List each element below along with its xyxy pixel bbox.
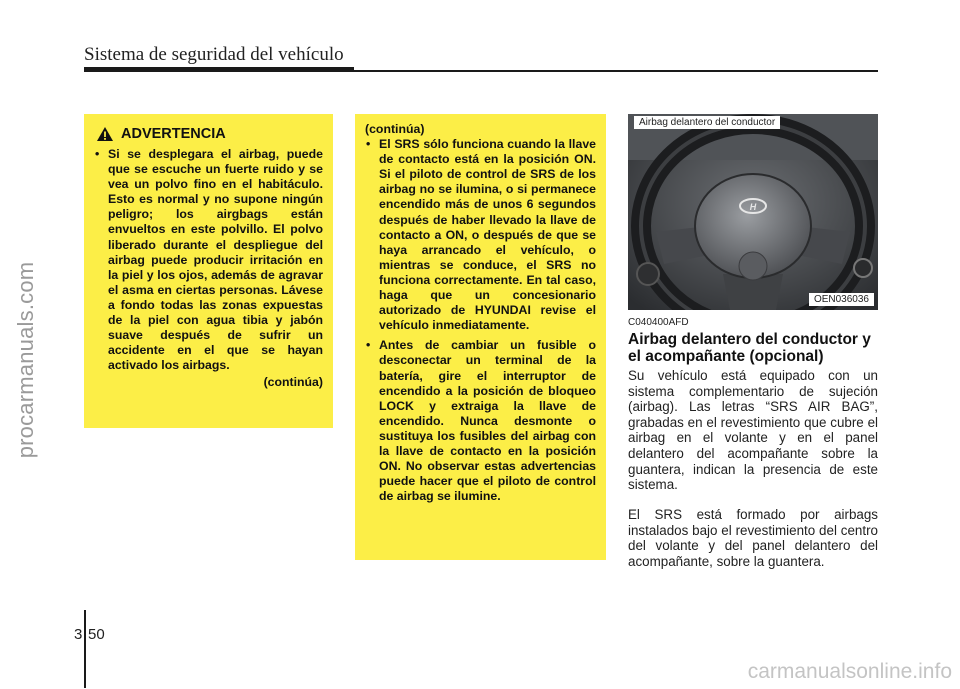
steering-wheel-illustration — [628, 114, 878, 310]
figure-caption: Airbag delantero del conductor — [634, 116, 780, 129]
page-number: 50 — [88, 626, 105, 643]
header-bar — [84, 67, 354, 72]
warning-header — [84, 114, 333, 145]
continued-label: (continúa) — [365, 122, 425, 136]
warning-list — [365, 137, 596, 504]
warning-item: • Si se desplegara el airbag, puede que se escuche un fuerte ruido y se vea un polvo fino en el habitáculo. Esto es normal y no supone ningún peligro; los airgbags están envueltos en este polvillo. El polvo liberado durante el despliegue del airbag puede producir irritación en la piel y los ojos, además de agravar el asma en ciertas personas. Lávese a fondo todas las zonas expuestas de la piel con agua tibia y jabón suave después de sufrir un accidente en el que se hayan activado los airbags. — [94, 147, 323, 373]
steering-wheel-photo — [628, 114, 878, 310]
page-header-title: Sistema de seguridad del vehículo — [84, 44, 344, 65]
bottom-watermark: carmanualsonline.info — [747, 660, 952, 683]
svg-text:H: H — [749, 202, 757, 212]
section-paragraph: El SRS está formado por airbags instalados bajo el revestimiento del centro del volante y del panel delantero del acompañante, sobre la guantera. — [628, 507, 878, 569]
warning-item: • Antes de cambiar un fusible o desconectar un terminal de la batería, gire el interruptor de encendido a la posición de bloqueo LOCK y extraiga la llave de encendido. Nunca desmonte o sustituya los fusibles del airbag con la llave de contacto en la posición ON. No observar estas advertencias puede hacer que el piloto de control de airbag se ilumine. — [365, 338, 596, 504]
warning-box — [84, 114, 333, 428]
figure-code: OEN036036 — [809, 293, 874, 306]
warning-item: • El SRS sólo funciona cuando la llave de contacto está en la posición ON. Si el piloto de control de SRS de los airbag no se ilumina, o si permanece encendido más de unos 6 segundos después de haber llevado la llave de contacto a ON, o después de que se haya arrancado el vehículo, o mientras se conduce, el SRS no funciona correctamente. En tal caso, haga que un concesionario autorizado de HYUNDAI revise el vehículo inmediatamente. — [365, 137, 596, 333]
warning-title: ADVERTENCIA — [121, 126, 226, 142]
chapter-number: 3 — [74, 626, 83, 643]
header-rule — [354, 70, 878, 72]
footer-rule — [84, 610, 86, 688]
warning-box-continued — [355, 114, 606, 560]
warning-list — [94, 147, 323, 373]
section-title: Airbag delantero del conductor y el acompañante (opcional) — [628, 331, 871, 365]
section-paragraph: Su vehículo está equipado con un sistema complementario de sujeción (airbag). Las letras “SRS AIR BAG”, grabadas en el revestimiento que cubre el airbag en el volante y en el panel delantero del acompañante sobre la guantera, indican la presencia de este sistema. — [628, 368, 878, 493]
warning-triangle-icon — [96, 126, 114, 142]
section-code: C040400AFD — [628, 317, 689, 328]
continued-label: (continúa) — [263, 375, 323, 390]
side-watermark: procarmanuals.com — [13, 261, 38, 459]
